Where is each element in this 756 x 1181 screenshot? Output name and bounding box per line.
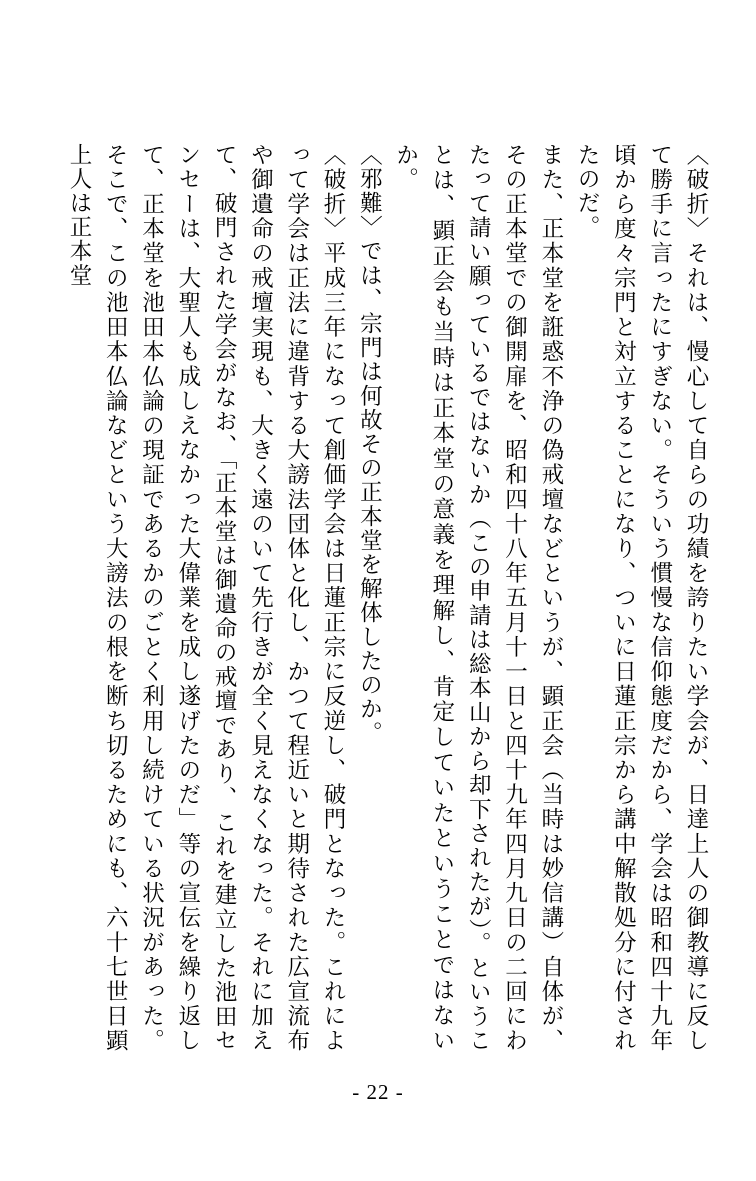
paragraph-refutation-3: 〈破折〉平成三年になって創価学会は日蓮正宗に反逆し、破門となった。これによって学会は正法に違背する大謗法団体と化し、かつて程近いと期待された広宣流布や御遺命の戒壇実現も、大きく遠のいて先行きが全く見えなくなった。それに加えて、破門された学会がなお、「正本堂は御遺命の戒壇であり、これを建立した池田センセーは、大聖人も成しえなかった大偉業を成し遂げたのだ」等の宣伝を繰り返して、正本堂を池田本仏論の現証であるかのごとく利用し続けている状況があった。そこで、この池田本仏論などという大謗法の根を断ち切るためにも、六十七世日顕上人は正本堂 xyxy=(65,143,347,1053)
paragraph-refutation-1: 〈破折〉それは、慢心して自らの功績を誇りたい学会が、日達上人の御教導に反して勝手に言ったにすぎない。そういう慣慢な信仰態度だから、学会は昭和四十九年頃から度々宗門と対立することになり、ついに日蓮正宗から講中解散処分に付されたのだ。 xyxy=(574,143,709,1053)
page-number: - 22 - xyxy=(352,1080,404,1104)
paragraph-refutation-2: また、正本堂を誑惑不浄の偽戒壇などというが、顕正会（当時は妙信講）自体が、その正本堂での御開扉を、昭和四十八年五月十一日と四十九年四月九日の二回にわたって請い願っているではないか（この申請は総本山から却下されたが）。ということは、顕正会も当時は正本堂の意義を理解し、肯定していたということではないか。 xyxy=(392,143,564,1053)
paragraph-objection: 〈邪難〉では、宗門は何故その正本堂を解体したのか。 xyxy=(356,143,383,746)
vertical-body-text xyxy=(34,143,714,1053)
